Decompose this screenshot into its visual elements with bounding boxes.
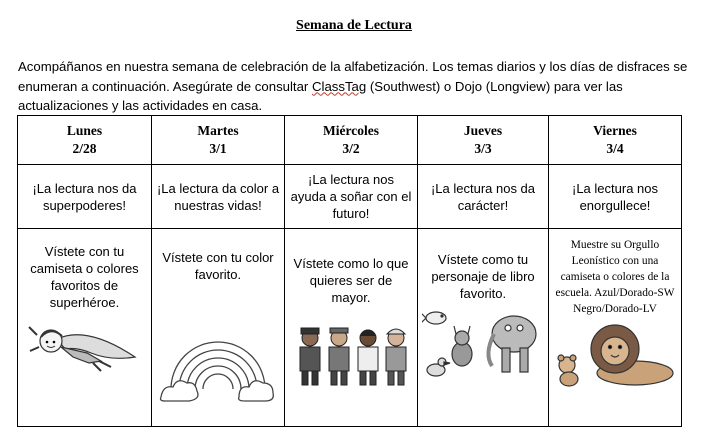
day-header-cell (549, 116, 682, 165)
theme-cell: ¡La lectura nos ayuda a soñar con el futuro! (285, 165, 418, 229)
day-name: Lunes (66, 123, 103, 138)
theme-cell: ¡La lectura nos enorgullece! (549, 165, 682, 229)
careers-kids-icon (292, 324, 410, 390)
superhero-icon (27, 317, 143, 379)
day-header-cell (285, 116, 418, 165)
day-name: Jueves (463, 123, 503, 138)
dress-cell (549, 229, 682, 427)
dress-cell (152, 229, 285, 427)
theme-row (18, 165, 682, 229)
day-date: 3/1 (209, 141, 227, 156)
day-name: Miércoles (323, 123, 379, 138)
dress-row (18, 229, 682, 427)
dress-text: Vístete como lo que quieres ser de mayor. (293, 256, 409, 305)
intro-text-start: Acompáñanos en nuestra semana de celebración de la alfabetización. Los temas diarios y los días de disfraces se enumeran a continuación. Asegúrate de consultar (18, 59, 688, 94)
header-row (18, 116, 682, 165)
dress-cell (18, 229, 152, 427)
page-title: Semana de Lectura (296, 18, 412, 33)
dress-cell (285, 229, 418, 427)
day-name: Viernes (593, 123, 637, 138)
theme-cell: ¡La lectura nos da carácter! (418, 165, 549, 229)
day-header-cell (18, 116, 152, 165)
day-date: 3/2 (342, 141, 360, 156)
dress-cell (418, 229, 549, 427)
intro-paragraph (18, 57, 690, 116)
dress-text: Vístete con tu camiseta o colores favoritos de superhéroe. (30, 244, 139, 310)
day-date: 2/28 (72, 141, 97, 156)
day-name: Martes (197, 123, 239, 138)
book-characters-icon (422, 304, 544, 382)
dress-text: Vístete como tu personaje de libro favorito. (431, 252, 535, 301)
dress-text: Muestre su Orgullo Leonístico con una camiseta o colores de la escuela. Azul/Dorado-SW Negro/Dorado-LV (555, 239, 675, 315)
dress-text: Vístete con tu color favorito. (162, 250, 274, 282)
lion-icon (553, 321, 677, 389)
day-date: 3/3 (474, 141, 492, 156)
day-date: 3/4 (606, 141, 624, 156)
classtag-word: ClassTag (311, 78, 367, 94)
schedule-table (17, 115, 682, 427)
theme-cell: ¡La lectura nos da superpoderes! (18, 165, 152, 229)
intro-text-end: (Southwest) o Dojo (Longview) para ver las actualizaciones y las actividades en casa. (18, 78, 623, 113)
rainbow-icon (159, 319, 277, 409)
day-header-cell (152, 116, 285, 165)
day-header-cell (418, 116, 549, 165)
theme-cell: ¡La lectura da color a nuestras vidas! (152, 165, 285, 229)
